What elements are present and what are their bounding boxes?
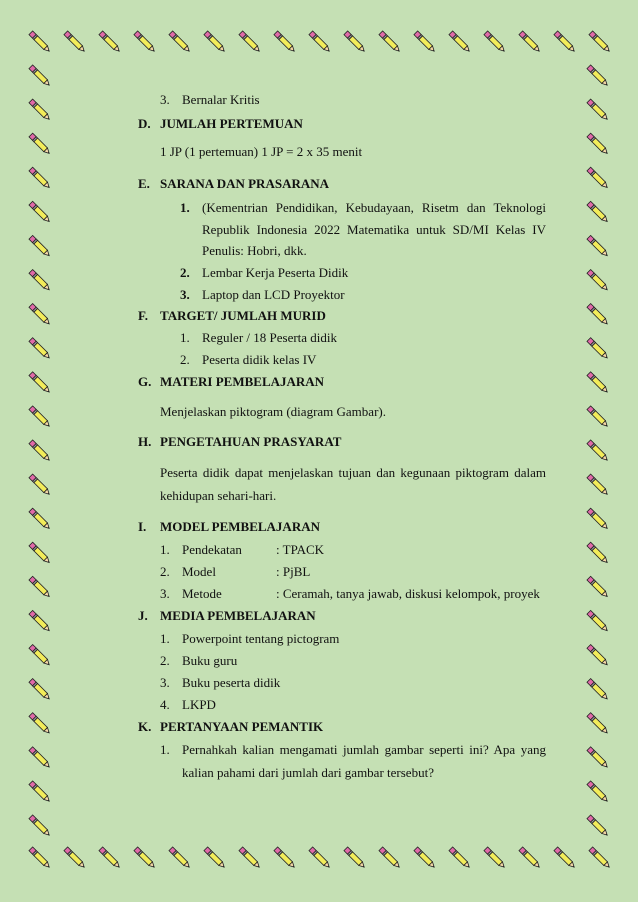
item-bernalar-kritis: 3. Bernalar Kritis (160, 92, 260, 107)
section-j-item-2: 2. Buku guru (160, 653, 238, 668)
section-k-heading: K. PERTANYAAN PEMANTIK (138, 719, 324, 734)
section-f-item-1: 1. Reguler / 18 Peserta didik (180, 330, 338, 345)
section-e-item-1: 1. (180, 200, 190, 215)
section-h-text-line1: Peserta didik dapat menjelaskan tujuan dan kegunaan piktogram dalam (160, 465, 546, 480)
section-j-item-4: 4. LKPD (160, 697, 216, 712)
section-d-heading: D. JUMLAH PERTEMUAN (138, 116, 303, 131)
section-f-item-2: 2. Peserta didik kelas IV (180, 352, 317, 367)
section-k-item-1-num: 1. (160, 742, 170, 757)
section-e-item-1-line3: Penulis: Hobri, dkk. (202, 243, 307, 258)
section-e-heading: E. SARANA DAN PRASARANA (138, 176, 330, 191)
section-j-item-1: 1. Powerpoint tentang pictogram (160, 631, 340, 646)
section-k-item-1-line1: Pernahkah kalian mengamati jumlah gambar seperti ini? Apa yang (182, 742, 546, 757)
section-j-heading: J. MEDIA PEMBELAJARAN (138, 608, 316, 623)
section-h-heading: H. PENGETAHUAN PRASYARAT (138, 434, 342, 449)
section-j-item-3: 3. Buku peserta didik (160, 675, 281, 690)
section-f-heading: F. TARGET/ JUMLAH MURID (138, 308, 326, 323)
section-k-item-1-line2: kalian pahami dari jumlah dari gambar tersebut? (182, 765, 434, 780)
section-e-item-1-line1: (Kementrian Pendidikan, Kebudayaan, Risetm dan Teknologi (202, 200, 546, 215)
section-h-text-line2: kehidupan sehari-hari. (160, 488, 277, 503)
section-i-item-2: 2. Model : PjBL (160, 564, 311, 579)
section-g-heading: G. MATERI PEMBELAJARAN (138, 374, 325, 389)
section-i-item-3: 3. Metode : Ceramah, tanya jawab, diskusi kelompok, proyek (160, 586, 540, 601)
section-e-item-2: 2. Lembar Kerja Peserta Didik (180, 265, 349, 280)
section-g-text: Menjelaskan piktogram (diagram Gambar). (160, 404, 386, 419)
section-i-item-1: 1. Pendekatan : TPACK (160, 542, 325, 557)
section-d-text: 1 JP (1 pertemuan) 1 JP = 2 x 35 menit (160, 144, 363, 159)
section-e-item-1-line2: Republik Indonesia 2022 Matematika untuk SD/MI Kelas IV (202, 222, 546, 237)
section-i-heading: I. MODEL PEMBELAJARAN (138, 519, 320, 534)
section-e-item-3: 3. Laptop dan LCD Proyektor (180, 287, 345, 302)
